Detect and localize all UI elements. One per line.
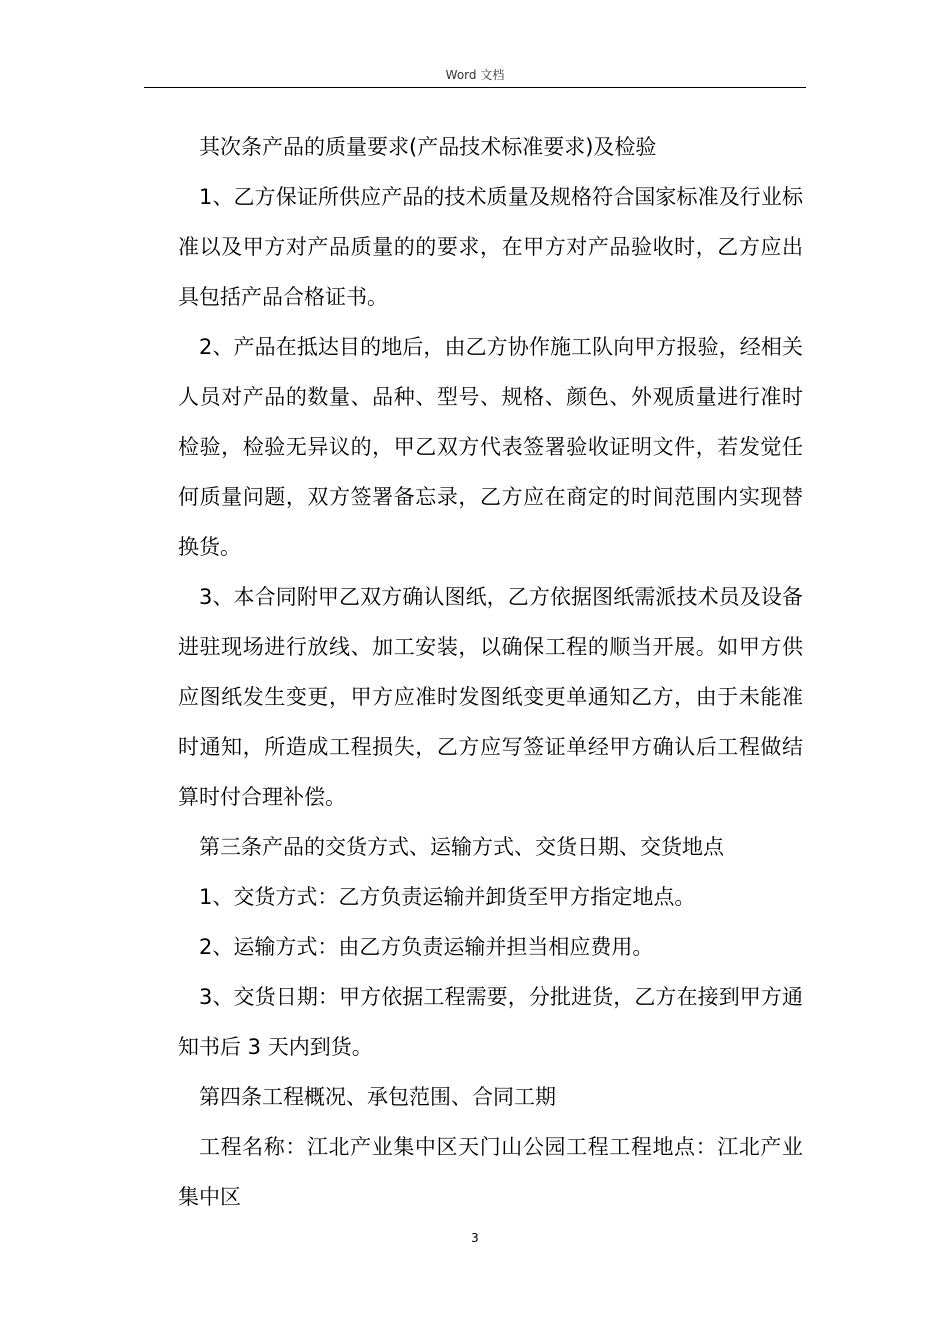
paragraph-project-heading: 第四条工程概况、承包范围、合同工期 (199, 1085, 556, 1109)
document-body (178, 122, 803, 1222)
paragraph-quality-1: 1、乙方保证所供应产品的技术质量及规格符合国家标准及行业标准以及甲方对产品质量的的要求，在甲方对产品验收时，乙方应出具包括产品合格证书。 (178, 185, 803, 309)
page-header: Word 文档 (445, 68, 505, 82)
paragraph-project-name: 工程名称：江北产业集中区天门山公园工程工程地点：江北产业集中区 (178, 1135, 803, 1209)
paragraph-quality-2: 2、产品在抵达目的地后，由乙方协作施工队向甲方报验，经相关人员对产品的数量、品种、型号、规格、颜色、外观质量进行准时检验，检验无异议的，甲乙双方代表签署验收证明文件，若发觉任何质量问题，双方签署备忘录，乙方应在商定的时间范围内实现替换货。 (178, 335, 803, 559)
paragraph-quality-heading: 其次条产品的质量要求(产品技术标准要求)及检验 (199, 135, 657, 159)
paragraph-delivery-heading: 第三条产品的交货方式、运输方式、交货日期、交货地点 (199, 835, 724, 859)
paragraph-quality-3: 3、本合同附甲乙双方确认图纸，乙方依据图纸需派技术员及设备进驻现场进行放线、加工安装，以确保工程的顺当开展。如甲方供应图纸发生变更，甲方应准时发图纸变更单通知乙方，由于未能准时通知，所造成工程损失，乙方应写签证单经甲方确认后工程做结算时付合理补偿。 (178, 585, 803, 809)
page-number: 3 (471, 1231, 479, 1245)
paragraph-delivery-2: 2、运输方式：由乙方负责运输并担当相应费用。 (199, 935, 654, 959)
header-divider (144, 87, 806, 88)
paragraph-delivery-3: 3、交货日期：甲方依据工程需要，分批进货，乙方在接到甲方通知书后 3 天内到货。 (178, 985, 803, 1059)
paragraph-delivery-1: 1、交货方式：乙方负责运输并卸货至甲方指定地点。 (199, 885, 696, 909)
